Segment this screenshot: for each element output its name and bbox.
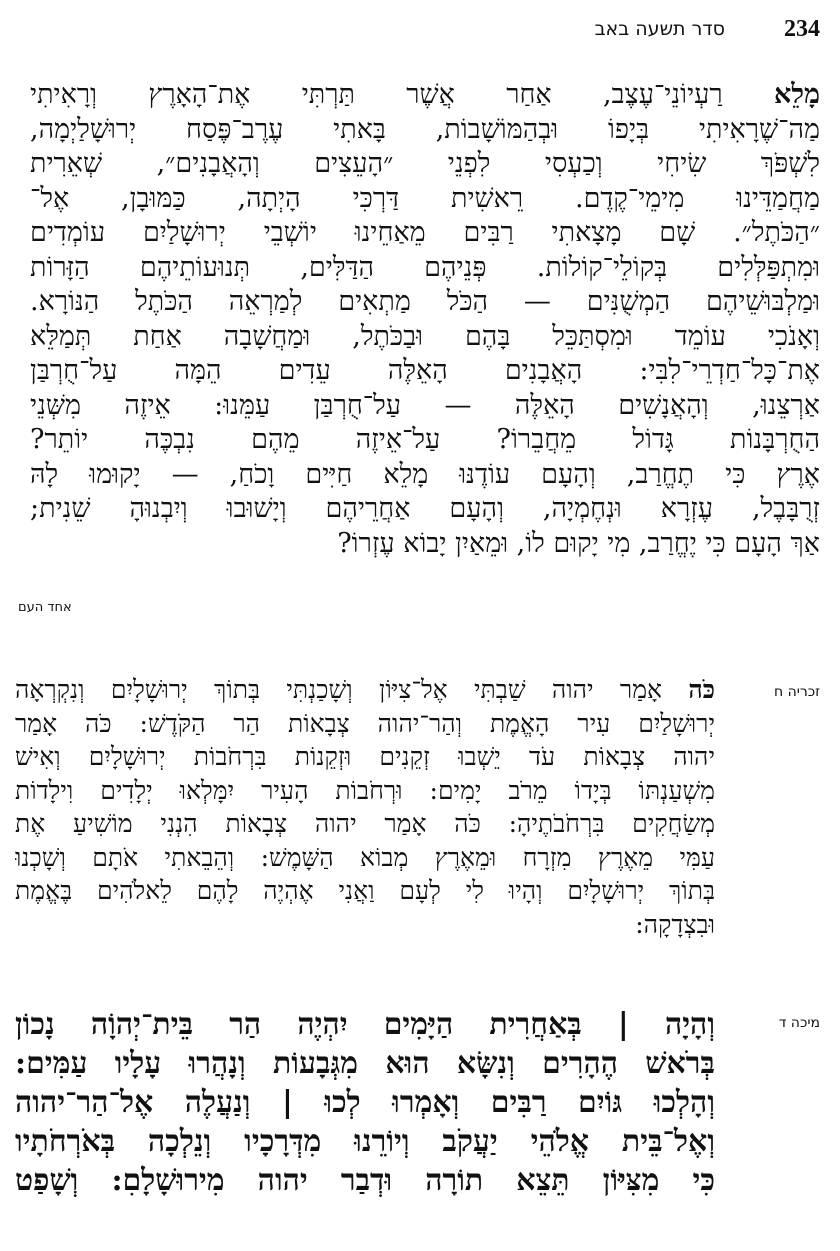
- text-line: וּבִצְדָקָה:: [635, 909, 715, 939]
- text-line: כִּי מִצִּיּוֹן תֵּצֵא תוֹרָה וּדְבַר יהוה מִירוּשָׁלָםִ: וְשָׁפַט: [15, 1163, 715, 1198]
- micah-passage: [15, 1005, 715, 1200]
- text-line: מַה־שֶׁרָאִיתִי בְּיָפוֹ וּבְהַמּוֹשָׁבוֹת, בָּאתִי עֶרֶב־פֶּסַח יְרוּשָׁלַיְמָה,: [30, 113, 820, 145]
- text-line: מְשַׂחֲקִים בִּרְחֹבֹתֶיהָ: כֹּה אָמַר יהוה צְבָאוֹת הִנְנִי מוֹשִׁיעַ אֶת: [15, 809, 715, 838]
- zechariah-passage: [15, 673, 715, 941]
- page-header: [0, 16, 840, 52]
- source-reference: מיכה ד: [778, 1015, 820, 1031]
- text-line: לִשְׁפֹּךְ שִׂיחִי וְכַעְסִי לִפְנֵי ״הָעֵצִים וְהָאֲבָנִים״, שְׁאֵרִית: [30, 148, 820, 179]
- text-line: בְּרֹאשׁ הֶהָרִים וְנִשָּׂא הוּא מִגְּבָעוֹת וְנָהֲרוּ עָלָיו עַמִּים:: [15, 1046, 715, 1081]
- text-line: כֹּה אָמַר יהוה שַׁבְתִּי אֶל־צִיּוֹן וְשָׁכַנְתִּי בְּתוֹךְ יְרוּשָׁלָיִם וְנִקְרְאָה: [15, 675, 715, 704]
- text-line: בְּתוֹךְ יְרוּשָׁלָיִם וְהָיוּ לִי לְעָם וַאֲנִי אֶהְיֶה לָהֶם לֵאלֹהִים בֶּאֱמֶת: [15, 876, 715, 905]
- author-attribution: אחד העם: [18, 600, 72, 615]
- text-line: וְאֶל־בֵּית אֱלֹהֵי יַעֲקֹב וְיוֹרֵנוּ מִדְּרָכָיו וְנֵלְכָה בְּאֹרְחֹתָיו: [15, 1124, 715, 1159]
- text-line: וְהָלְכוּ גּוֹיִם רַבִּים וְאָמְרוּ לְכוּ | וְנַעֲלֶה אֶל־הַר־יהוה: [15, 1085, 715, 1120]
- text-line: אַךְ הָעָם כִּי יֶחֱרַב, מִי יָקוּם לוֹ, וּמֵאַיִן יָבוֹא עֶזְרוֹ?: [337, 527, 820, 559]
- text-line: וּמִתְפַּלְּלִים בְּקוֹלֵי־קוֹלוֹת. פְּנֵיהֶם הַדַּלִּים, תְּנוּעוֹתֵיהֶם הַזָּרוֹת: [30, 251, 820, 283]
- text-line: מִשְׁעַנְתּוֹ בְּיָדוֹ מֵרֹב יָמִים: וּרְחֹבוֹת הָעִיר יִמָּלְאוּ יְלָדִים וִילָדוֹת: [15, 775, 715, 805]
- prose-passage: [30, 78, 820, 561]
- source-reference: זכריה ח: [773, 684, 820, 700]
- text-line: עַמִּי מֵאֶרֶץ מִזְרָח וּמֵאֶרֶץ מְבוֹא הַשָּׁמֶשׁ: וְהֵבֵאתִי אֹתָם וְשָׁכְנוּ: [15, 842, 715, 872]
- text-line: וְהָיָה | בְּאַחֲרִית הַיָּמִים יִהְיֶה הַר בֵּית־יְהוָֹה נָכוֹן: [15, 1007, 715, 1042]
- opening-word: כֹּה: [688, 675, 715, 704]
- text-line: אֶת־כָּל־חַדְרֵי־לִבִּי: הָאֲבָנִים הָאֵלֶּה עֵדִים הֵמָּה עַל־חֻרְבַּן: [30, 355, 820, 386]
- text-line: הַחֻרְבָּנוֹת גָּדוֹל מֵחֲבֵרוֹ? עַל־אֵיזֶה מֵהֶם נִבְכֶּה יוֹתֵר?: [30, 424, 820, 455]
- text-line: זְרֻבָּבֶל, עֶזְרָא וּנְחֶמְיָה, וְהָעָם אַחֲרֵיהֶם וְיָשׁוּבוּ וְיִבְנוּהָ שֵׁנִית;: [30, 493, 820, 524]
- text-line: יְרוּשָׁלַיִם עִיר הָאֱמֶת וְהַר־יהוה צְבָאוֹת הַר הַקֹּדֶשׁ: כֹּה אָמַר: [15, 708, 715, 738]
- running-head: סדר תשעה באב: [594, 18, 725, 40]
- text-line: אֶרֶץ כִּי תֶחֱרַב, וְהָעָם עוֹדֶנּוּ מָלֵא חַיִּים וָכֹחַ, — יָקוּמוּ לָהּ: [30, 458, 820, 490]
- text-line: יהוה צְבָאוֹת עֹד יֵשְׁבוּ זְקֵנִים וּזְקֵנוֹת בִּרְחֹבוֹת יְרוּשָׁלָיִם וְאִישׁ: [15, 742, 715, 771]
- text-line: אַרְצֵנוּ, וְהָאֲנָשִׁים הָאֵלֶּה — עַל־חֻרְבַּן עַמֵּנוּ: אֵיזֶה מִשְּׁנֵי: [30, 389, 820, 421]
- text-line: ״הַכֹּתֶל״. שָׁם מָצָאתִי רַבִּים מֵאַחֵינוּ יוֹשְׁבֵי יְרוּשָׁלַיִם עוֹמְדִים: [30, 217, 820, 248]
- text-line: וְאָנֹכִי עוֹמֵד וּמִסְתַּכֵּל בָּהֶם וּבַכֹּתֶל, וּמַחֲשָׁבָה אַחַת תְּמַלֵּא: [30, 320, 820, 352]
- opening-word: מָלֵא: [774, 79, 820, 110]
- text-line: מַחֲמַדֵּינוּ מִימֵי־קֶדֶם. רֵאשִׁית דַּרְכִּי הָיְתָה, כַּמּוּבָן, אֶל־: [30, 182, 820, 214]
- text-line: וּמַלְבּוּשֵׁיהֶם הַמְשֻׁנִּים — הַכֹּל מַתְאִים לְמַרְאֵה הַכֹּתֶל הַנּוֹרָא.: [30, 286, 820, 317]
- text-line: מָלֵא רַעְיוֹנֵי־עֶצֶב, אַחַר אֲשֶׁר תַּרְתִּי אֶת־הָאָרֶץ וְרָאִיתִי: [30, 79, 820, 110]
- page-number: 234: [784, 16, 820, 42]
- opening-word: וְהָיָה: [664, 1007, 715, 1042]
